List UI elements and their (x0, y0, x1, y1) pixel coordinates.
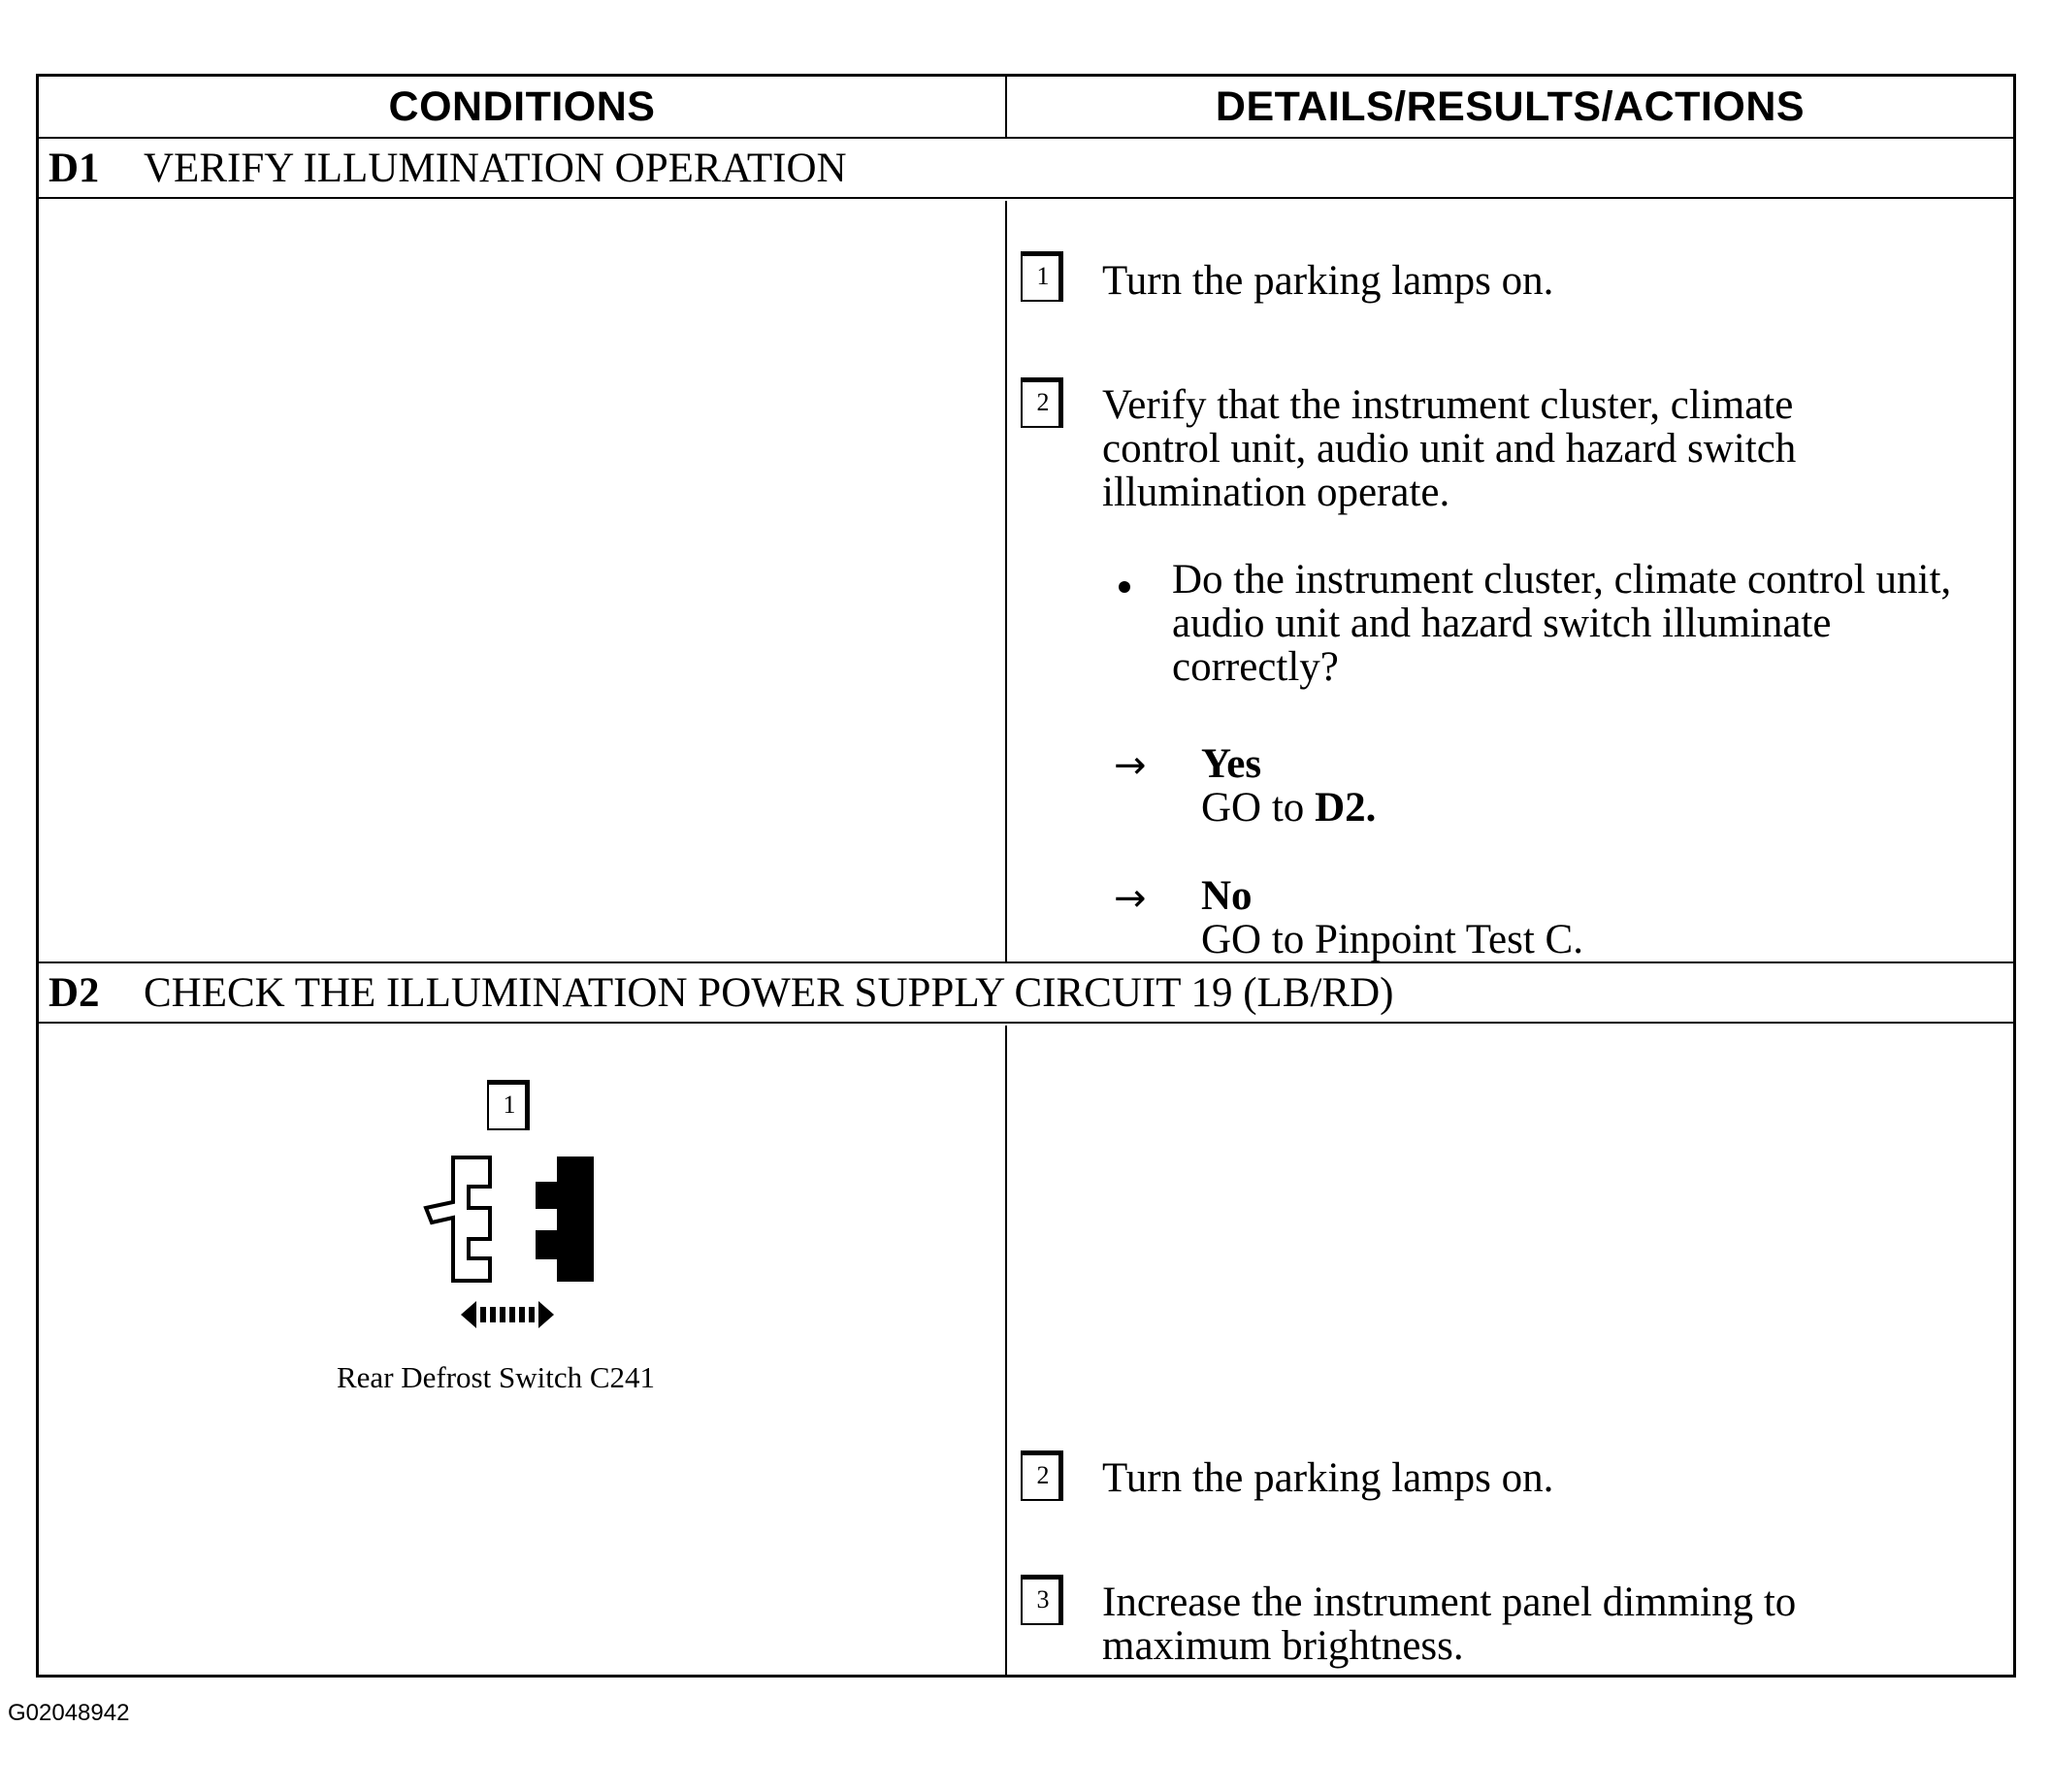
step-d2-id: D2 (49, 969, 100, 1016)
step-d1-conditions-cell (39, 201, 1007, 961)
step-d2-title: CHECK THE ILLUMINATION POWER SUPPLY CIRCUIT 19 (LB/RD) (144, 969, 1394, 1016)
step-d2-content-row (39, 1026, 2013, 1675)
connector-half-solid (537, 1157, 593, 1281)
step-d2-action-2: Turn the parking lamps on. (1102, 1455, 1554, 1501)
details-header: DETAILS/RESULTS/ACTIONS (1215, 82, 1806, 130)
step-d1-action-1: Turn the parking lamps on. (1102, 258, 1554, 304)
step-number-box: 2 (1021, 1450, 1063, 1501)
step-d1-title: VERIFY ILLUMINATION OPERATION (144, 145, 847, 191)
step-number-box: 1 (1021, 251, 1063, 302)
connector-disconnect-icon (412, 1148, 655, 1332)
step-d1-id: D1 (49, 145, 100, 191)
figure-caption: Rear Defrost Switch C241 (337, 1360, 656, 1394)
step-d1-question: Do the instrument cluster, climate control unit, audio unit and hazard switch illuminate correctly? (1172, 557, 1952, 690)
pinpoint-test-table (36, 74, 2016, 1678)
step-number-box: 3 (1021, 1575, 1063, 1625)
conditions-header: CONDITIONS (39, 77, 1007, 137)
step-d2-conditions-cell (39, 1026, 1007, 1675)
step-d1-action-2: Verify that the instrument cluster, climate control unit, audio unit and hazard switch illumination operate. (1102, 382, 1797, 515)
no-result-action: GO to Pinpoint Test C. (1201, 917, 1583, 962)
goto-d2-link[interactable]: D2. (1315, 785, 1377, 831)
step-d1-content-row (39, 201, 2013, 963)
step-d1-title-row (39, 139, 2013, 199)
table-header-row (39, 77, 2013, 139)
no-result-label: No (1201, 873, 1253, 919)
step-d2-details-cell (1007, 1026, 2013, 1675)
right-arrow-icon: → (1114, 743, 1147, 788)
yes-result-action: GO to D2. (1201, 785, 1377, 831)
yes-result-label: Yes (1201, 741, 1262, 787)
step-number-box: 2 (1021, 377, 1063, 428)
connector-half-open (426, 1157, 490, 1281)
right-arrow-icon: → (1114, 876, 1147, 921)
step-d2-action-3: Increase the instrument panel dimming to maximum brightness. (1102, 1580, 1797, 1669)
step-d1-details-cell (1007, 201, 2013, 961)
figure-number-box: 1 (487, 1080, 530, 1130)
disconnect-arrow (461, 1301, 554, 1328)
bullet-icon (1119, 581, 1130, 593)
figure-code: G02048942 (8, 1700, 130, 1726)
step-d2-title-row (39, 963, 2013, 1024)
